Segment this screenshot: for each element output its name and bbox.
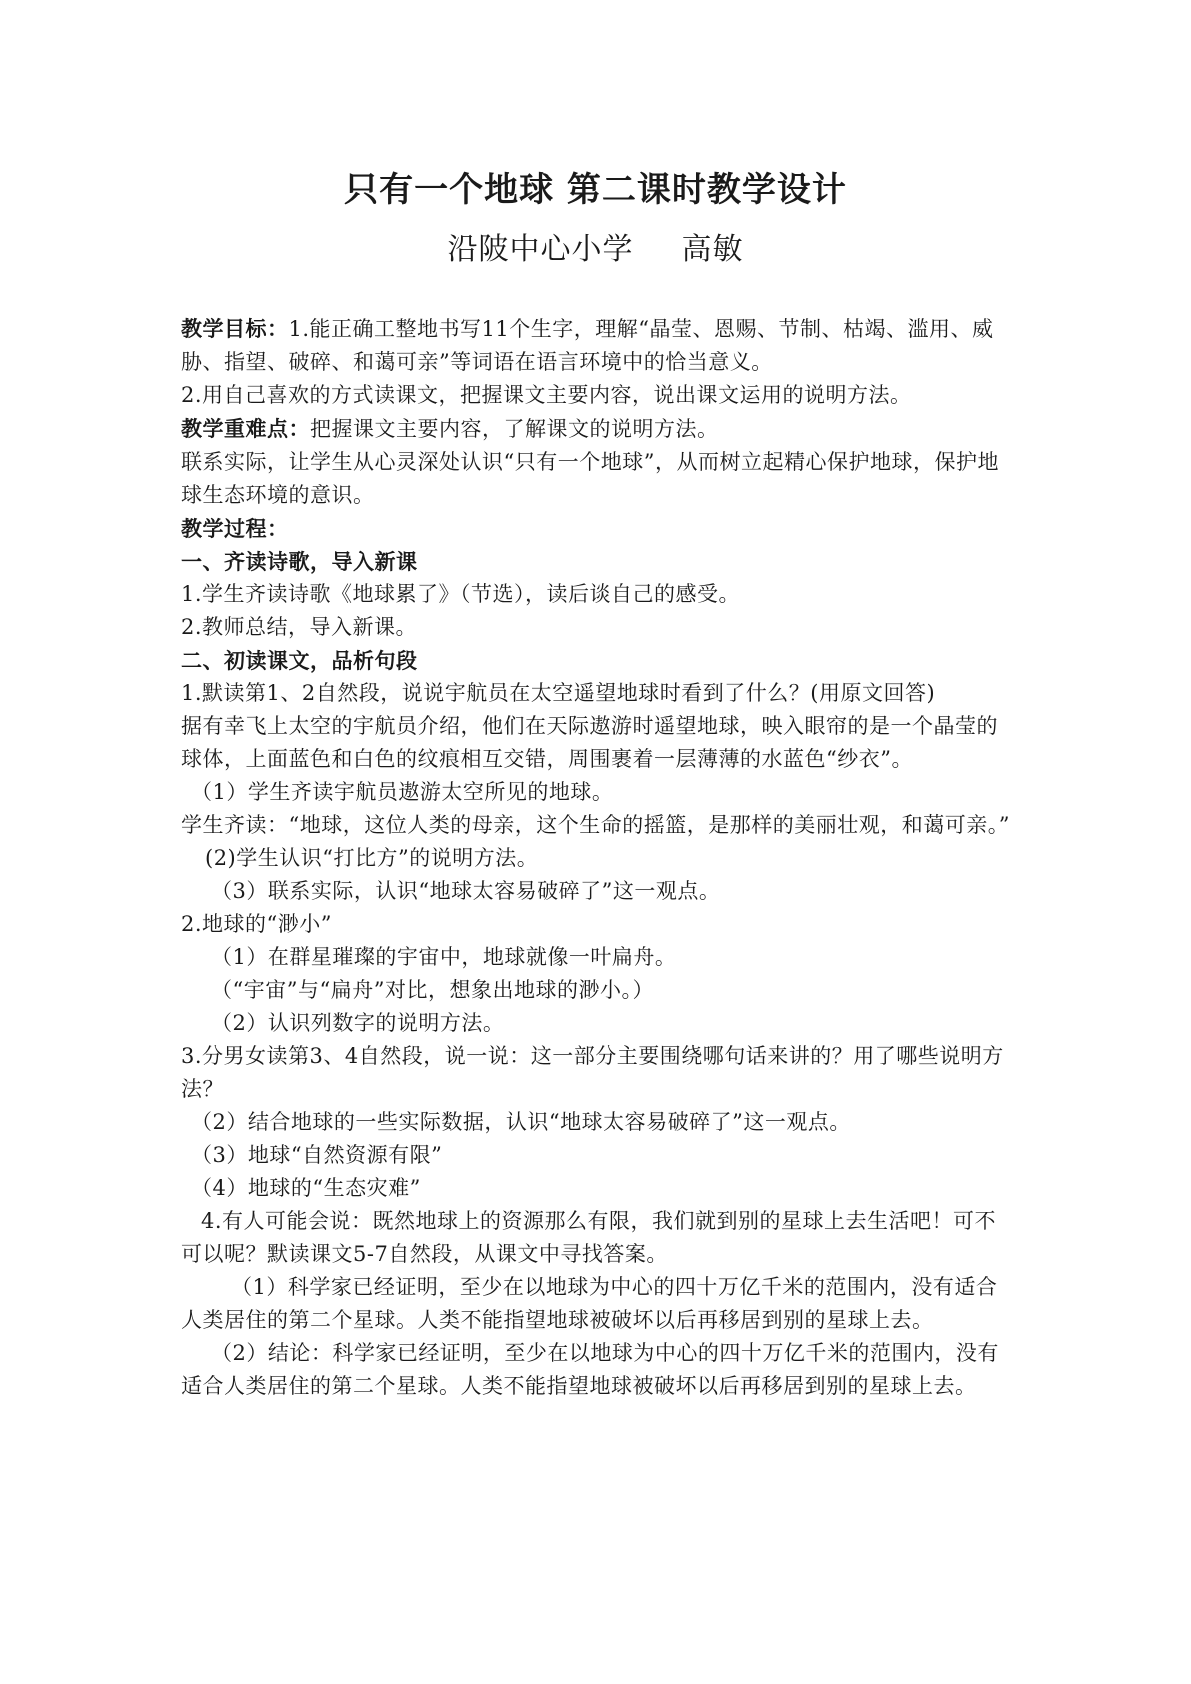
- section1-heading: 一、齐读诗歌，导入新课: [181, 549, 418, 574]
- author-line: [0, 230, 1191, 270]
- section2-question-3: 3.分男女读第3、4自然段，说一说：这一部分主要围绕哪句话来讲的？用了哪些说明方法？: [181, 1044, 1004, 1101]
- section2-q3-item-2: （2）结合地球的一些实际数据，认识“地球太容易破碎了”这一观点。: [191, 1110, 851, 1134]
- document-title: 只有一个地球 第二课时教学设计: [344, 170, 847, 210]
- section1-item: 1.学生齐读诗歌《地球累了》（节选），读后谈自己的感受。: [181, 582, 741, 606]
- section2-q4-item-2: （2）结论：科学家已经证明，至少在以地球为中心的四十万亿千米的范围内，没有适合人类居住的第二个星球。人类不能指望地球被破坏以后再移居到别的星球上去。: [181, 1341, 999, 1398]
- section2-q4-item-1: （1）科学家已经证明，至少在以地球为中心的四十万亿千米的范围内，没有适合人类居住的第二个星球。人类不能指望地球被破坏以后再移居到别的星球上去。: [181, 1275, 998, 1332]
- goals-paragraph: [181, 312, 1017, 379]
- goals-text-1: 1.能正确工整地书写11个生字，理解“晶莹、恩赐、节制、枯竭、滥用、威胁、指望、破碎、和蔼可亲”等词语在语言环境中的恰当意义。: [181, 317, 994, 374]
- section2-q3-item-4: （4）地球的“生态灾难”: [191, 1176, 421, 1200]
- section1-item: 2.教师总结，导入新课。: [181, 615, 418, 639]
- process-label: 教学过程：: [181, 516, 289, 541]
- document-body: [181, 312, 1017, 1403]
- goals-text-2: 2.用自己喜欢的方式读课文，把握课文主要内容，说出课文运用的说明方法。: [181, 383, 912, 407]
- school-name: 沿陂中心小学: [447, 232, 634, 267]
- key-points-paragraph: [181, 412, 1017, 446]
- section2-q2-item-2: （2）认识列数字的说明方法。: [211, 1011, 505, 1035]
- section2-question-4: 4.有人可能会说：既然地球上的资源那么有限，我们就到别的星球上去生活吧！可不可以呢？默读课文5-7自然段，从课文中寻找答案。: [181, 1209, 997, 1266]
- key-points-text: 把握课文主要内容，了解课文的说明方法。: [310, 417, 719, 441]
- section2-sub-1: （1）学生齐读宇航员遨游太空所见的地球。: [191, 780, 614, 804]
- key-points-text-2: 联系实际，让学生从心灵深处认识“只有一个地球”，从而树立起精心保护地球，保护地球生态环境的意识。: [181, 450, 999, 507]
- section2-sub-2: (2)学生认识“打比方”的说明方法。: [205, 846, 539, 870]
- section2-chorus: 学生齐读：“地球，这位人类的母亲，这个生命的摇篮，是那样的美丽壮观，和蔼可亲。”: [181, 813, 1010, 837]
- key-points-label: 教学重难点：: [181, 416, 310, 441]
- section2-heading: 二、初读课文，品析句段: [181, 648, 418, 673]
- section2-quote-1: 据有幸飞上太空的宇航员介绍，他们在天际遨游时遥望地球，映入眼帘的是一个晶莹的球体，上面蓝色和白色的纹痕相互交错，周围裹着一层薄薄的水蓝色“纱衣”。: [181, 714, 998, 771]
- section2-q2-note: （“宇宙”与“扁舟”对比，想象出地球的渺小。）: [211, 978, 654, 1002]
- section2-q3-item-3: （3）地球“自然资源有限”: [191, 1143, 443, 1167]
- section2-q2-item-1: （1）在群星璀璨的宇宙中，地球就像一叶扁舟。: [211, 945, 677, 969]
- teacher-name: 高敏: [681, 232, 744, 267]
- section2-sub-3: （3）联系实际，认识“地球太容易破碎了”这一观点。: [211, 879, 721, 903]
- section2-question-1: 1.默读第1、2自然段，说说宇航员在太空遥望地球时看到了什么？(用原文回答): [181, 681, 936, 705]
- goals-label: 教学目标：: [181, 316, 289, 341]
- section2-question-2: 2.地球的“渺小”: [181, 912, 333, 936]
